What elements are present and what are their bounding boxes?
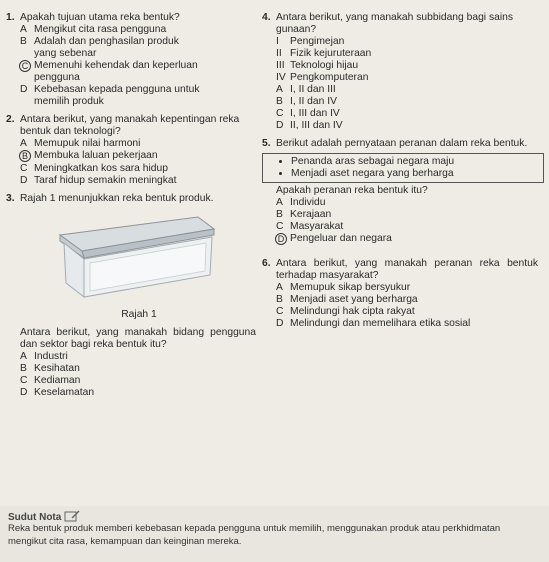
option-c[interactable]: C Memenuhi kehendak dan keperluan pengguna <box>20 60 258 84</box>
option-d[interactable]: D II, III dan IV <box>276 120 343 131</box>
option-b[interactable]: B Membuka laluan pekerjaan <box>20 150 258 163</box>
question-number: 3. <box>6 193 15 204</box>
food-container-figure <box>20 211 258 307</box>
option-b[interactable]: B I, II dan IV <box>276 96 337 107</box>
question-text: Antara berikut, yang manakah kepentingan reka bentuk dan teknologi? <box>20 114 240 137</box>
option-c[interactable]: C Masyarakat <box>276 221 344 232</box>
figure-caption: Rajah 1 <box>121 309 157 320</box>
selected-answer-circle: C <box>19 60 31 72</box>
selected-answer-circle: B <box>19 150 31 162</box>
left-column <box>6 12 258 399</box>
bullet-1: • Penanda aras sebagai negara maju <box>291 156 539 168</box>
question-3 <box>6 193 258 399</box>
question-text: Apakah tujuan utama reka bentuk? <box>20 12 180 23</box>
question-number: 2. <box>6 114 15 125</box>
option-a[interactable]: A Individu <box>276 197 326 208</box>
option-c[interactable]: C Kediaman <box>20 375 81 386</box>
question-number: 5. <box>262 138 271 149</box>
food-container-icon <box>20 211 220 307</box>
question-text: Antara berikut, yang manakah peranan reka bentuk terhadap masyarakat? <box>276 258 538 281</box>
option-c[interactable]: C Meningkatkan kos sara hidup <box>20 163 168 174</box>
statement-i: I Pengimejan <box>276 36 345 47</box>
question-text: Berikut adalah pernyataan peranan dalam reka bentuk. <box>276 138 528 149</box>
option-d[interactable]: D Kebebasan kepada pengguna untuk memilih produk <box>20 84 200 107</box>
option-a[interactable]: A Industri <box>20 351 68 362</box>
statement-ii: II Fizik kejuruteraan <box>276 48 372 59</box>
option-a[interactable]: A Memupuk nilai harmoni <box>20 138 141 149</box>
option-b[interactable]: B Kerajaan <box>276 209 332 220</box>
option-d[interactable]: D Melindungi dan memelihara etika sosial <box>276 318 471 329</box>
question-number: 4. <box>262 12 271 23</box>
statement-iii: III Teknologi hijau <box>276 60 359 71</box>
question-6 <box>262 258 544 330</box>
option-a[interactable]: A Memupuk sikap bersyukur <box>276 282 411 293</box>
question-text: Rajah 1 menunjukkan reka bentuk produk. <box>20 193 214 204</box>
option-d[interactable]: D Pengeluar dan negara <box>276 233 544 246</box>
bullet-2: • Menjadi aset negara yang berharga <box>291 168 539 180</box>
pencil-note-icon <box>64 510 80 522</box>
option-b[interactable]: B Kesihatan <box>20 363 80 374</box>
note-title: Sudut Nota <box>8 510 80 523</box>
statement-iv: IV Pengkomputeran <box>276 72 369 83</box>
option-c[interactable]: C I, III dan IV <box>276 108 340 119</box>
question-4 <box>262 12 544 132</box>
option-d[interactable]: D Taraf hidup semakin meningkat <box>20 175 177 186</box>
note-text: Reka bentuk produk memberi kebebasan kepada pengguna untuk memilih, menggunakan produk atau perkhidmatan mengikut cita rasa, kemampuan dan keinginan mereka. <box>8 523 501 547</box>
selected-answer-circle: D <box>275 233 287 245</box>
option-a[interactable]: A I, II dan III <box>276 84 336 95</box>
question-text-2: Antara berikut, yang manakah bidang pengguna dan sektor bagi reka bentuk itu? <box>20 327 256 350</box>
question-2 <box>6 114 258 187</box>
question-5 <box>262 138 544 246</box>
question-prompt: Apakah peranan reka bentuk itu? <box>276 185 428 196</box>
option-b[interactable]: B Adalah dan penghasilan produk yang sebenar <box>20 36 179 59</box>
question-text: Antara berikut, yang manakah subbidang bagi sains gunaan? <box>276 12 513 35</box>
question-number: 6. <box>262 258 271 269</box>
option-a[interactable]: A Mengikut cita rasa pengguna <box>20 24 167 35</box>
note-corner <box>0 506 549 562</box>
question-number: 1. <box>6 12 15 23</box>
option-b[interactable]: B Menjadi aset yang berharga <box>276 294 418 305</box>
option-d[interactable]: D Keselamatan <box>20 387 95 398</box>
right-column <box>262 12 544 330</box>
question-1 <box>6 12 258 108</box>
option-c[interactable]: C Melindungi hak cipta rakyat <box>276 306 415 317</box>
statement-box <box>262 153 544 183</box>
